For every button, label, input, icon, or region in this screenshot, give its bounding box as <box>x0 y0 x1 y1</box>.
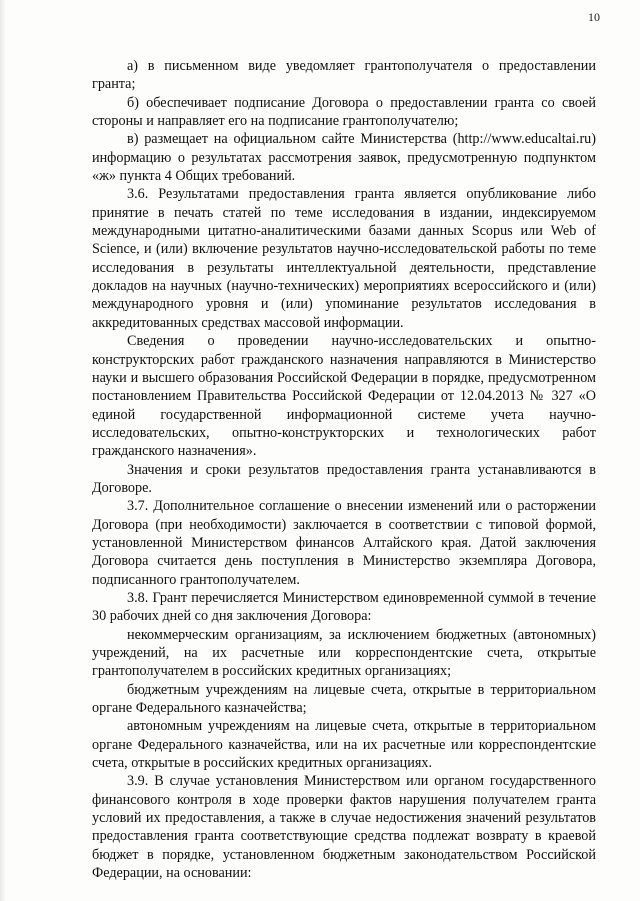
scan-shadow-edge <box>0 0 6 901</box>
paragraph-3-9: 3.9. В случае установления Министерством или органом государственного финансового контроля в ходе проверки фактов нарушения получателем гранта условий их предоставления, а также в случае недостижения значений результатов предоставления гранта соответствующие средства подлежат возврату в краевой бюджет в порядке, установленном бюджетным законодательством Российской Федерации, на основании: <box>92 773 596 882</box>
page-number: 10 <box>588 10 600 24</box>
paragraph-3-8: 3.8. Грант перечисляется Министерством единовременной суммой в течение 30 рабочих дней со дня заключения Договора: <box>92 589 596 625</box>
paragraph-3-8-budget: бюджетным учреждениям на лицевые счета, открытые в территориальном органе Федерального казначейства; <box>92 681 596 717</box>
paragraph-3-5-b: б) обеспечивает подписание Договора о предоставлении гранта со своей стороны и направляет его на подписание грантополучателю; <box>92 94 596 130</box>
paragraph-3-6-values: Значения и сроки результатов предоставления гранта устанавливаются в Договоре. <box>92 461 596 496</box>
document-body <box>92 57 596 882</box>
paragraph-3-5-c: в) размещает на официальном сайте Министерства (http://www.educaltai.ru) информацию о результатах рассмотрения заявок, предусмотренную подпунктом «ж» пункта 4 Общих требований. <box>92 131 596 185</box>
paragraph-3-6-info: Сведения о проведении научно-исследовательских и опытно-конструкторских работ гражданского назначения направляются в Министерство науки и высшего образования Российской Федерации в порядке, предусмотренном постановлением Правительства Российской Федерации от 12.04.2013 № 327 «О единой государственной информационной системе учета научно-исследовательских, опытно-конструкторских и технологических работ гражданского назначения». <box>92 333 596 460</box>
paragraph-3-5-a: а) в письменном виде уведомляет грантополучателя о предоставлении гранта; <box>92 58 596 93</box>
paragraph-3-8-noncommercial: некоммерческим организациям, за исключением бюджетных (автономных) учреждений, на их расчетные или корреспондентские счета, открытые грантополучателем в российских кредитных организациях; <box>92 626 596 680</box>
paragraph-3-7: 3.7. Дополнительное соглашение о внесении изменений или о расторжении Договора (при необходимости) заключается в соответствии с типовой формой, установленной Министерством финансов Алтайского края. Датой заключения Договора считается день поступления в Министерство экземпляра Договора, подписанного грантополучателем. <box>92 498 596 588</box>
paragraph-3-8-autonomous: автономным учреждениям на лицевые счета, открытые в территориальном органе Федерального казначейства, или на их расчетные или корреспондентские счета, открытые в российских кредитных организациях. <box>92 718 596 772</box>
paragraph-3-6: 3.6. Результатами предоставления гранта является опубликование либо принятие в печать статей по теме исследования в издании, индексируемом международными цитатно-аналитическими базами данных Scopus или Web of Science, и (или) включение результатов научно-исследовательской работы по теме исследования в результаты интеллектуальной деятельности, представление докладов на научных (научно-технических) мероприятиях всероссийского и (или) международного уровня и (или) упоминание результатов исследования в аккредитованных средствах массовой информации. <box>92 186 596 331</box>
